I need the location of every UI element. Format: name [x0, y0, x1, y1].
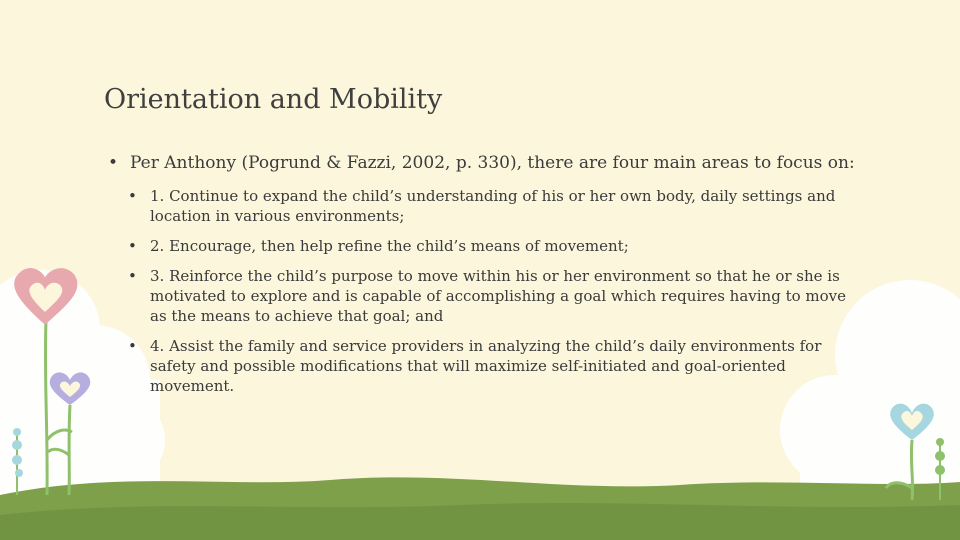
list-item-text: 3. Reinforce the child’s purpose to move within his or her environment so that he or she is motivated to explore and is capable of accomplishing a goal which requires having to move as the means to achieve that goal; and — [150, 267, 847, 325]
list-item — [128, 266, 848, 326]
bullet-icon: • — [128, 337, 137, 355]
bullet-icon: • — [128, 187, 137, 205]
slide-title: Orientation and Mobility — [104, 84, 443, 115]
list-item-text: 2. Encourage, then help refine the child’s means of movement; — [150, 237, 629, 255]
grass-hill-front — [0, 503, 960, 540]
list-item — [128, 236, 848, 256]
bullet-icon: • — [128, 237, 137, 255]
bullet-icon: • — [128, 267, 137, 285]
list-item — [128, 186, 848, 226]
list-item — [128, 336, 848, 396]
list-item-text: 1. Continue to expand the child’s understanding of his or her own body, daily settings and location in various environments; — [150, 187, 836, 225]
bullet-icon: • — [108, 153, 119, 173]
sub-bullet-list — [128, 186, 848, 406]
main-bullet — [108, 152, 868, 174]
list-item-text: 4. Assist the family and service providers in analyzing the child’s daily environments for safety and possible modifications that will maximize self-initiated and goal-oriented movement. — [150, 337, 822, 395]
main-bullet-text: Per Anthony (Pogrund & Fazzi, 2002, p. 330), there are four main areas to focus on: — [130, 153, 855, 173]
